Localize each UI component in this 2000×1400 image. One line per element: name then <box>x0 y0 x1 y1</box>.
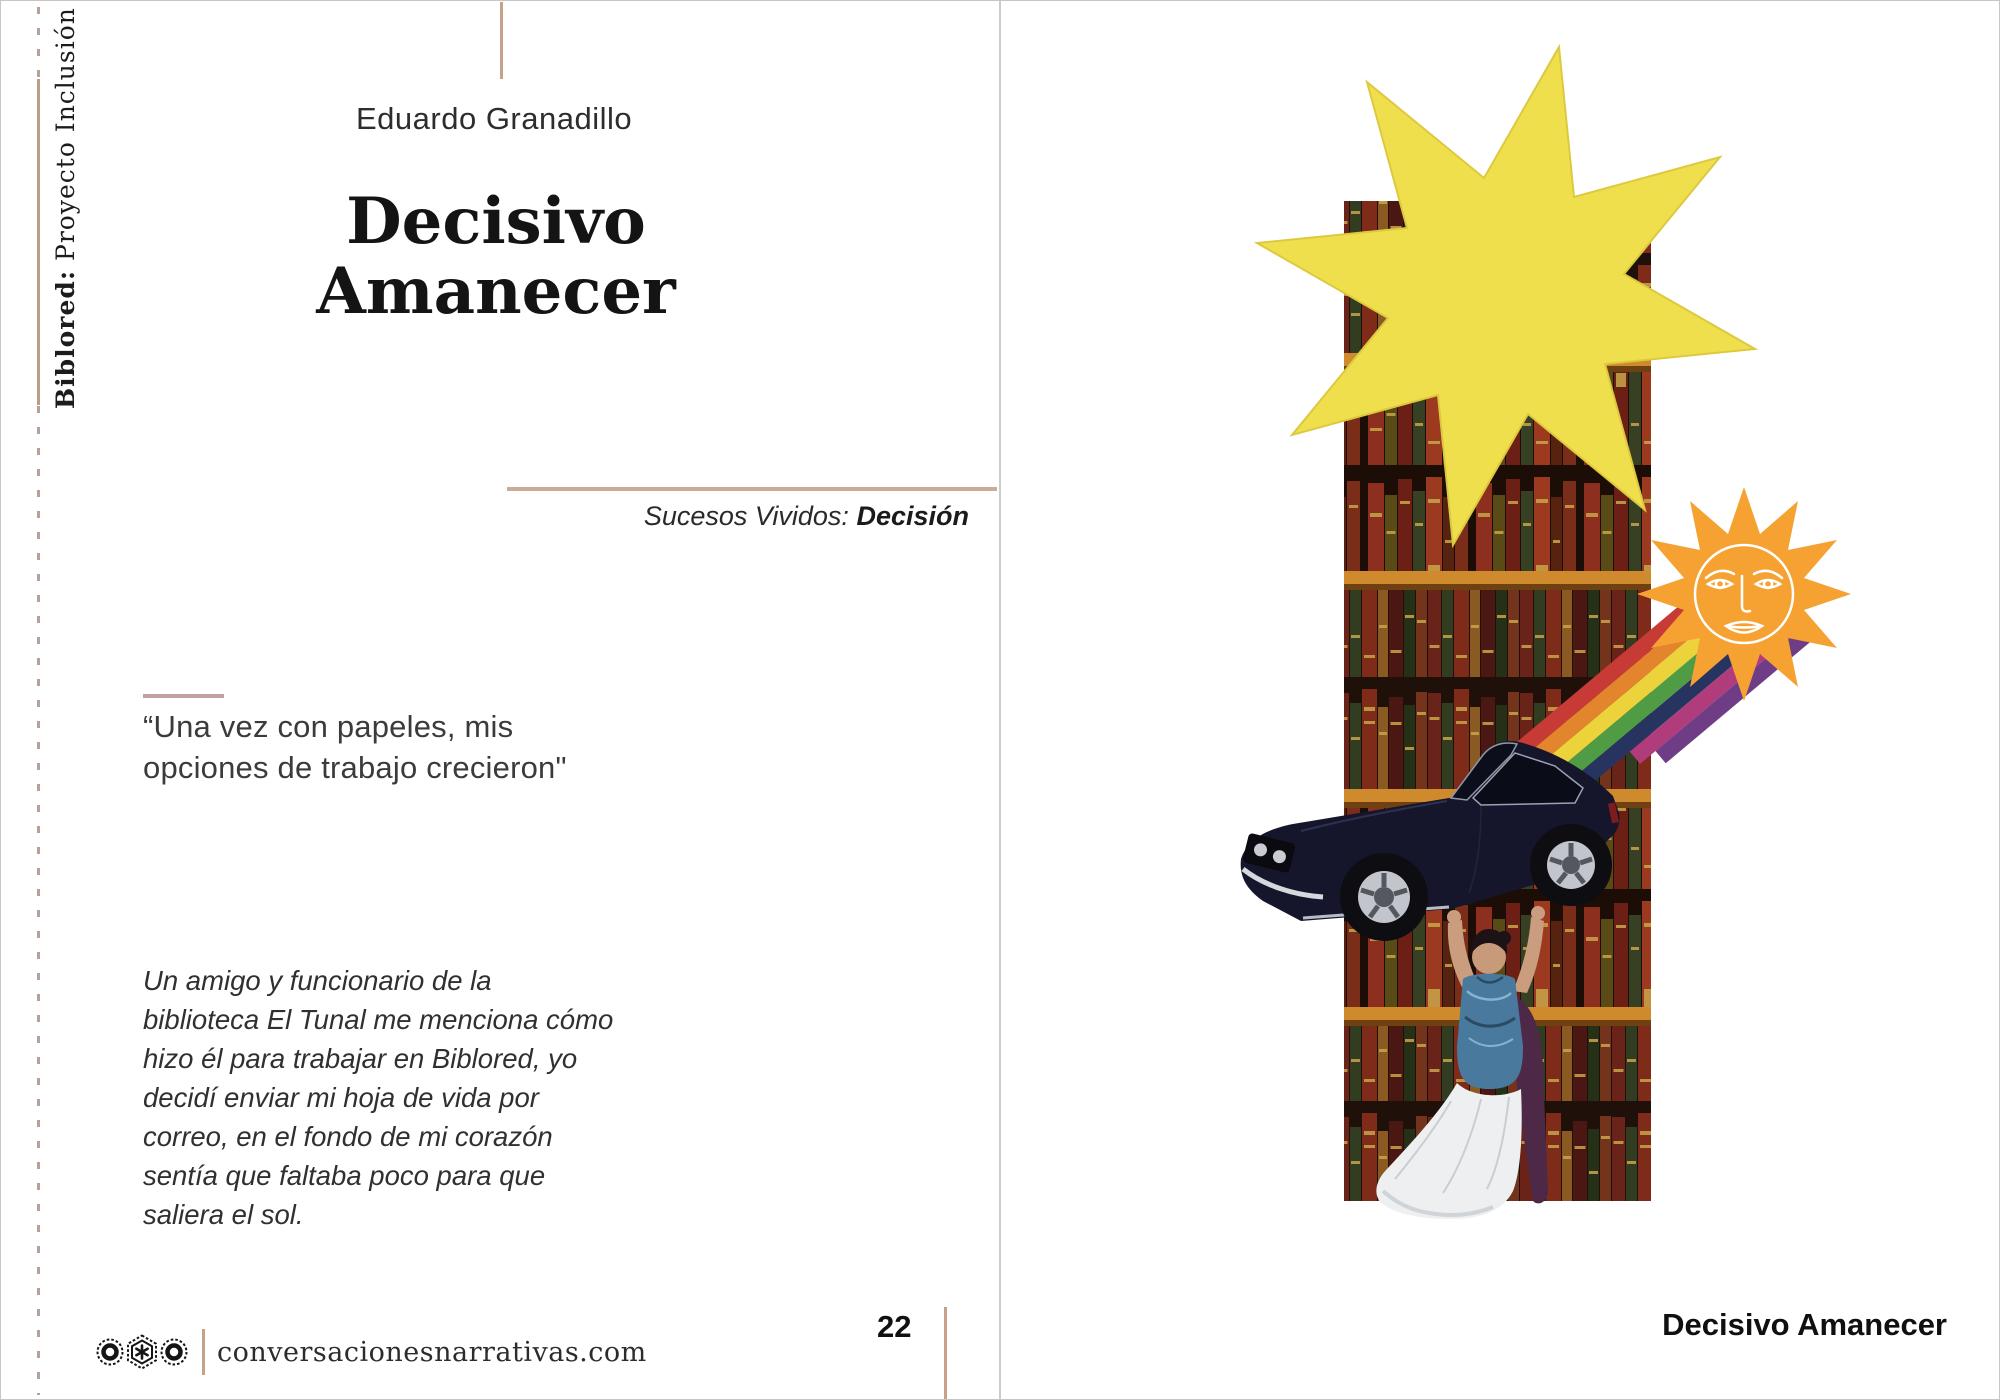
sidebar-label-bold: Biblored: <box>51 269 80 409</box>
car-front-wheel <box>1340 853 1428 941</box>
page-number: 22 <box>877 1309 912 1344</box>
car-rear-wheel <box>1530 824 1612 906</box>
section-value: Decisión <box>856 501 969 531</box>
pull-quote: “Una vez con papeles, mis opciones de trabajo crecieron" <box>143 709 567 785</box>
section-heading <box>501 501 969 532</box>
sidebar-vertical-label <box>51 7 80 409</box>
quote-rule <box>143 694 224 698</box>
section-rule <box>507 487 997 491</box>
hexagon-asterisk-icon <box>128 1336 156 1369</box>
page-title <box>246 184 746 330</box>
author-name: Eduardo Granadillo <box>356 101 633 136</box>
brand-logo <box>94 1329 190 1375</box>
bottom-vertical-rule <box>944 1307 947 1400</box>
ring-circle-icon <box>98 1340 123 1365</box>
section-label: Sucesos Vividos: <box>643 501 857 531</box>
left-solid-rule <box>37 79 40 405</box>
page-title-line2: Amanecer <box>316 254 676 330</box>
page-gutter <box>999 1 1001 1400</box>
running-footer-title: Decisivo Amanecer <box>1662 1307 1947 1342</box>
page-title-line1: Decisivo <box>346 184 646 259</box>
footer-divider-rule <box>202 1329 205 1375</box>
collage-illustration <box>1151 41 1871 1221</box>
body-paragraph: Un amigo y funcionario de la biblioteca El Tunal me menciona cómo hizo él para trabajar en Biblored, yo decidí enviar mi hoja de vida por correo, en el fondo de mi corazón sentía que faltaba poco para que saliera el sol. <box>143 965 614 1231</box>
top-vertical-rule <box>500 2 503 79</box>
footer-left <box>94 1329 647 1375</box>
footer-url: conversacionesnarrativas.com <box>217 1336 647 1368</box>
ring-circle-icon <box>162 1340 187 1365</box>
sidebar-label-rest: Proyecto Inclusión <box>51 7 80 270</box>
